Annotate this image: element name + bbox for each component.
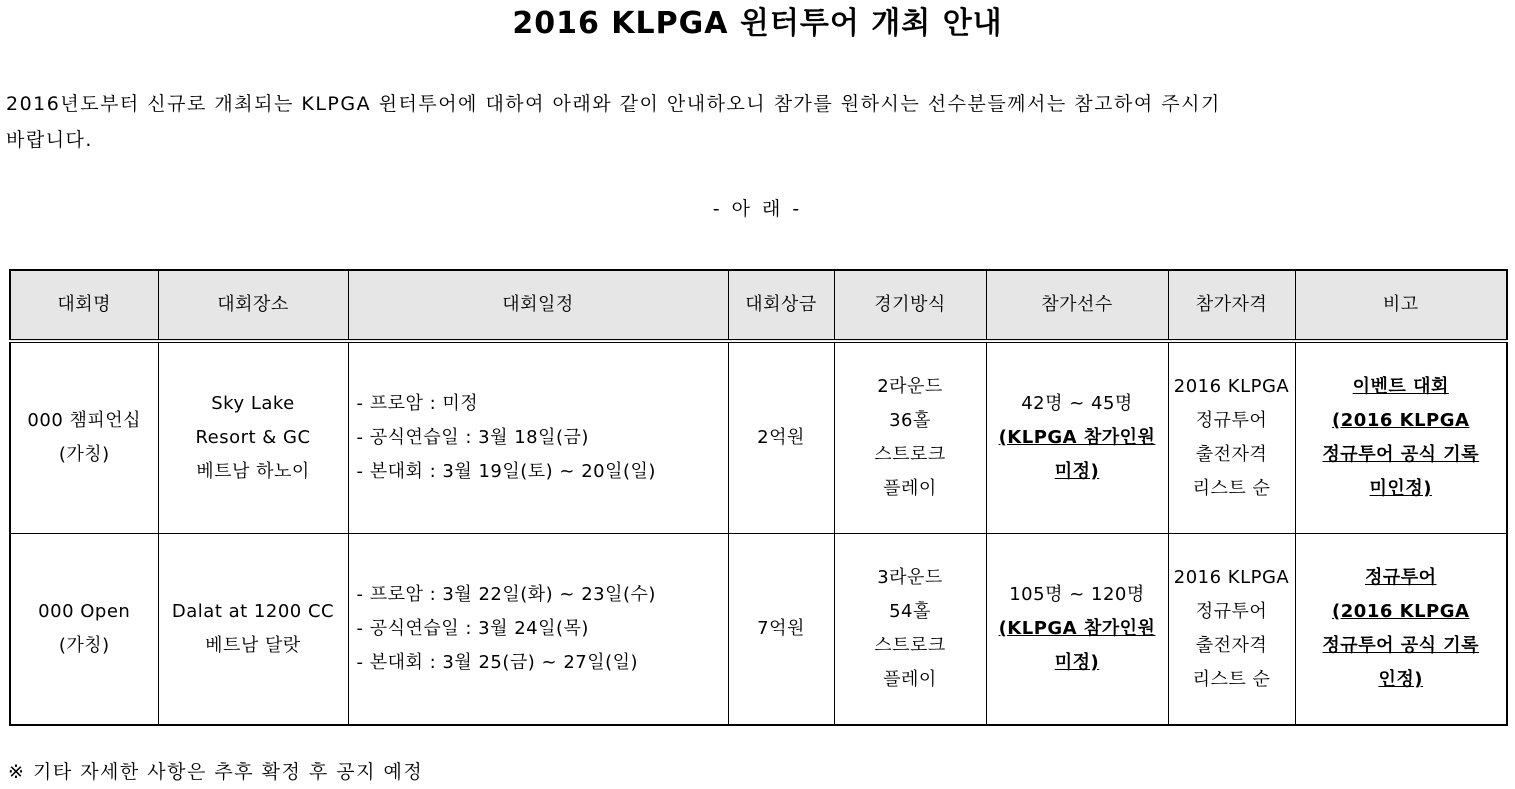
cell-line: Dalat at 1200 CC: [171, 601, 335, 622]
cell-line: 플레이: [883, 478, 937, 499]
cell-line: 스트로크: [874, 635, 946, 656]
cell-line: 베트남 하노이: [196, 461, 310, 482]
cell-line: 리스트 순: [1192, 669, 1271, 690]
header-format: 경기방식: [834, 270, 986, 341]
footer-note: ※ 기타 자세한 사항은 추후 확정 후 공지 예정: [8, 761, 424, 783]
cell-eligibility: [1168, 534, 1295, 726]
cell-venue: [158, 341, 348, 534]
cell-line: 2라운드: [877, 376, 943, 397]
cell-line-underlined: (2016 KLPGA: [1332, 601, 1470, 622]
cell-line-underlined: 인정): [1378, 669, 1423, 690]
cell-line: 000 Open: [38, 601, 131, 622]
cell-line: 리스트 순: [1192, 478, 1271, 499]
cell-line-underlined: 이벤트 대회: [1352, 376, 1449, 397]
cell-line-underlined: 정규투어 공식 기록: [1322, 635, 1480, 656]
cell-line: 정규투어: [1195, 601, 1268, 622]
cell-line-underlined: (2016 KLPGA: [1332, 410, 1470, 431]
cell-line: 2016 KLPGA: [1173, 567, 1290, 588]
cell-line-underlined: (KLPGA 참가인원: [998, 618, 1156, 639]
table-header-row: [10, 270, 1507, 341]
table-row: [10, 534, 1507, 726]
cell-line-underlined: 정규투어: [1364, 567, 1437, 588]
cell-line: 3라운드: [877, 567, 943, 588]
table-row: [10, 341, 1507, 534]
page-title: 2016 KLPGA 윈터투어 개최 안내: [512, 6, 1003, 41]
cell-line: 105명 ~ 120명: [1009, 584, 1145, 605]
cell-prize: 7억원: [728, 534, 834, 726]
cell-line-underlined: 미인정): [1369, 478, 1432, 499]
intro-line-1: 2016년도부터 신규로 개최되는 KLPGA 윈터투어에 대하여 아래와 같이 안내하오니 참가를 원하시는 선수분들께서는 참고하여 주시기: [6, 93, 1221, 115]
cell-line: 출전자격: [1195, 635, 1268, 656]
cell-line: 42명 ~ 45명: [1021, 393, 1133, 414]
cell-remarks: [1295, 341, 1507, 534]
intro-line-2: 바랍니다.: [6, 129, 93, 151]
cell-line: 2016 KLPGA: [1173, 376, 1290, 397]
cell-line-underlined: 미정): [1054, 652, 1100, 673]
cell-line: 출전자격: [1195, 444, 1268, 465]
header-eligibility: 참가자격: [1168, 270, 1295, 341]
header-prize: 대회상금: [728, 270, 834, 341]
cell-format: [834, 341, 986, 534]
header-schedule: 대회일정: [348, 270, 728, 341]
cell-remarks: [1295, 534, 1507, 726]
cell-format: [834, 534, 986, 726]
cell-schedule: [348, 341, 728, 534]
cell-line: 36홀: [889, 410, 931, 431]
cell-line: 정규투어: [1195, 410, 1268, 431]
cell-line: 54홀: [889, 601, 931, 622]
cell-line: 베트남 달랏: [205, 635, 301, 656]
cell-line-underlined: (KLPGA 참가인원: [998, 427, 1156, 448]
cell-line: - 본대회 : 3월 25(금) ~ 27일(일): [356, 652, 639, 673]
cell-players: [986, 534, 1168, 726]
header-players: 참가선수: [986, 270, 1168, 341]
cell-line-underlined: 미정): [1054, 461, 1100, 482]
intro-paragraph: [6, 86, 1446, 158]
header-remarks: 비고: [1295, 270, 1507, 341]
cell-line: Resort & GC: [195, 427, 311, 448]
cell-name: [10, 534, 158, 726]
cell-line: - 공식연습일 : 3월 18일(금): [356, 427, 589, 448]
cell-players: [986, 341, 1168, 534]
cell-eligibility: [1168, 341, 1295, 534]
cell-line: - 공식연습일 : 3월 24일(목): [356, 618, 589, 639]
cell-line: - 프로암 : 미정: [356, 393, 479, 414]
cell-line: - 본대회 : 3월 19일(토) ~ 20일(일): [356, 461, 656, 482]
cell-line-underlined: 정규투어 공식 기록: [1322, 444, 1480, 465]
header-name: 대회명: [10, 270, 158, 341]
cell-schedule: [348, 534, 728, 726]
cell-prize: 2억원: [728, 341, 834, 534]
cell-line: - 프로암 : 3월 22일(화) ~ 23일(수): [356, 584, 656, 605]
cell-name: [10, 341, 158, 534]
tournament-table: [9, 269, 1508, 726]
cell-line: Sky Lake: [211, 393, 295, 414]
cell-line: 스트로크: [874, 444, 946, 465]
notice-heading: - 아 래 -: [712, 198, 803, 220]
cell-line: 000 챔피언십: [27, 410, 142, 431]
cell-line: (가칭): [58, 444, 110, 465]
header-venue: 대회장소: [158, 270, 348, 341]
cell-line: 플레이: [883, 669, 937, 690]
cell-venue: [158, 534, 348, 726]
cell-line: (가칭): [58, 635, 110, 656]
